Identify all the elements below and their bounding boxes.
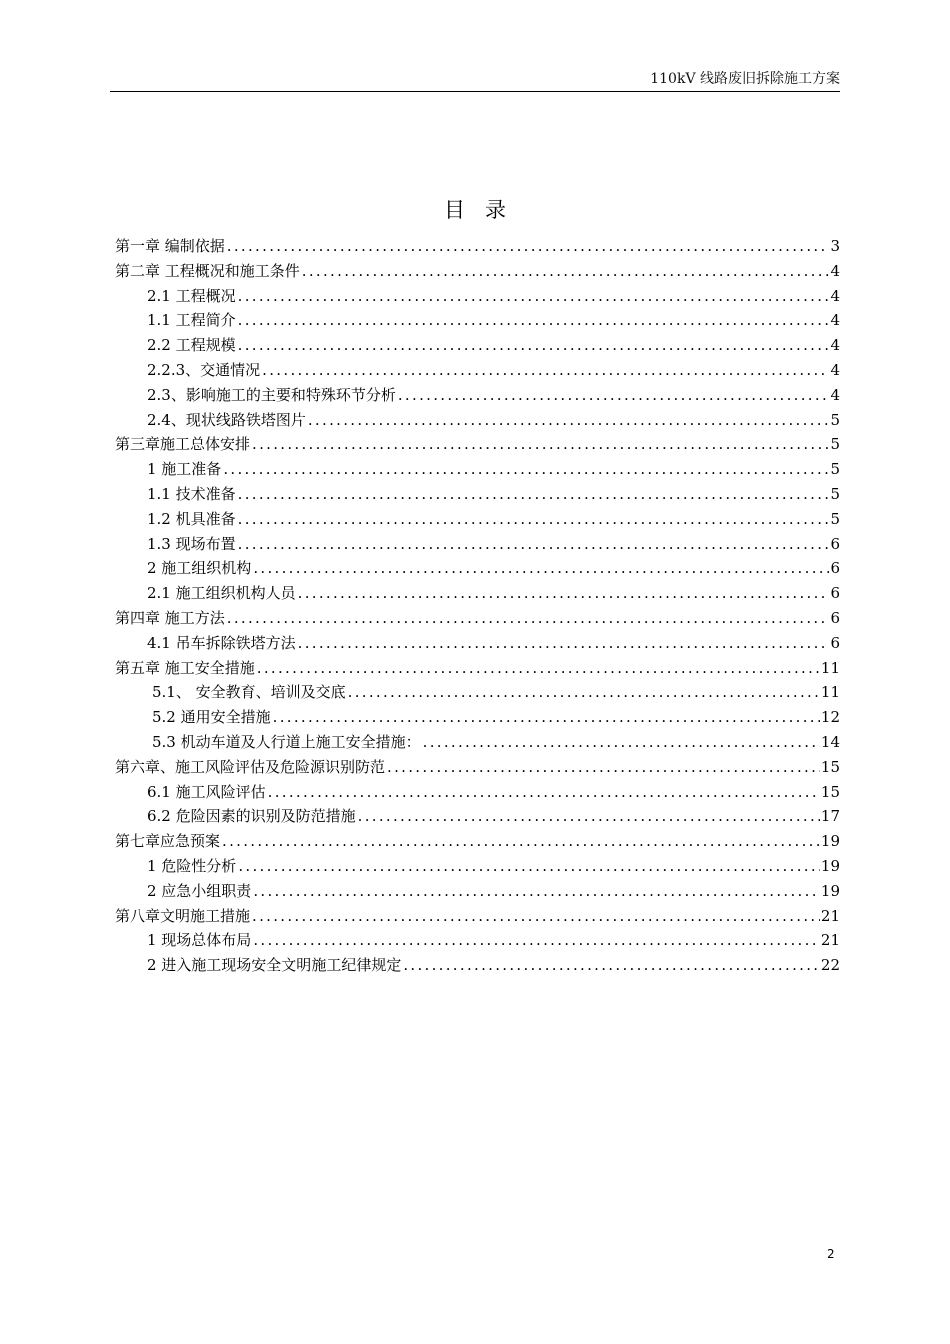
toc-leader-dots — [296, 631, 830, 656]
toc-entry-page: 4 — [830, 385, 840, 404]
toc-entry[interactable] — [115, 556, 840, 581]
toc-entry-label: 2.2 工程规模 — [147, 336, 236, 355]
toc-entry-page: 6 — [830, 534, 840, 553]
toc-title: 目录 — [444, 198, 526, 222]
toc-entry-page: 5 — [830, 460, 840, 479]
toc-entry-label: 5.2 通用安全措施 — [152, 708, 271, 727]
toc-entry-page: 22 — [820, 956, 840, 975]
toc-entry-label: 6.1 施工风险评估 — [147, 782, 266, 801]
toc-entry-page: 11 — [820, 683, 840, 702]
toc-leader-dots — [346, 680, 820, 705]
toc-entry-page: 6 — [830, 559, 840, 578]
toc-entry-page: 21 — [820, 906, 840, 925]
toc-leader-dots — [236, 854, 820, 879]
toc-leader-dots — [271, 705, 820, 730]
toc-entry[interactable] — [115, 606, 840, 631]
toc-entry-page: 14 — [820, 732, 840, 751]
toc-entry-label: 2 施工组织机构 — [147, 559, 252, 578]
toc-entry-label: 第一章 编制依据 — [115, 237, 225, 255]
toc-entry-label: 1.1 工程简介 — [147, 311, 236, 330]
toc-entry[interactable] — [115, 780, 840, 805]
toc-entry-page: 17 — [820, 807, 840, 826]
toc-entry[interactable] — [115, 680, 840, 705]
toc-entry-label: 1.2 机具准备 — [147, 509, 236, 528]
toc-entry[interactable] — [115, 804, 840, 829]
toc-entry[interactable] — [115, 482, 840, 507]
toc-entry-page: 15 — [820, 757, 840, 776]
page-number: 2 — [827, 1247, 835, 1261]
toc-entry[interactable] — [115, 755, 840, 780]
toc-entry-page: 3 — [830, 237, 840, 255]
toc-entry[interactable] — [115, 234, 840, 259]
toc-entry-page: 5 — [830, 410, 840, 429]
toc-entry-label: 第六章、施工风险评估及危险源识别防范 — [115, 757, 386, 776]
toc-leader-dots — [251, 879, 820, 904]
toc-entry-page: 4 — [830, 261, 840, 280]
toc-leader-dots — [266, 780, 820, 805]
toc-entry[interactable] — [115, 259, 840, 284]
toc-entry-label: 2.1 施工组织机构人员 — [147, 584, 296, 603]
toc-entry-page: 4 — [830, 336, 840, 355]
toc-entry-label: 第二章 工程概况和施工条件 — [115, 261, 300, 280]
toc-entry-page: 19 — [820, 832, 840, 851]
toc-entry[interactable] — [115, 383, 840, 408]
toc-leader-dots — [251, 928, 820, 953]
toc-entry-label: 1.1 技术准备 — [147, 484, 236, 503]
toc-entry[interactable] — [115, 581, 840, 606]
toc-leader-dots — [236, 333, 830, 358]
toc-entry-label: 1 危险性分析 — [147, 856, 237, 875]
toc-entry[interactable] — [115, 457, 840, 482]
toc-leader-dots — [396, 383, 830, 408]
toc-entry[interactable] — [115, 928, 840, 953]
toc-leader-dots — [251, 556, 829, 581]
toc-entry-page: 6 — [830, 608, 840, 627]
toc-leader-dots — [385, 755, 820, 780]
toc-entry[interactable] — [115, 507, 840, 532]
toc-entry[interactable] — [115, 705, 840, 730]
toc-entry[interactable] — [115, 333, 840, 358]
toc-entry-page: 6 — [830, 633, 840, 652]
toc-entry-page: 21 — [820, 931, 840, 950]
toc-entry-label: 第五章 施工安全措施 — [115, 658, 255, 677]
toc-leader-dots — [236, 308, 830, 333]
toc-entry-label: 4.1 吊车拆除铁塔方法 — [147, 633, 296, 652]
toc-entry-label: 5.3 机动车道及人行道上施工安全措施： — [152, 732, 421, 751]
toc-entry[interactable] — [115, 358, 840, 383]
running-header — [110, 68, 840, 92]
toc-entry-label: 1.3 现场布置 — [147, 534, 236, 553]
toc-entry-page: 4 — [830, 311, 840, 330]
toc-leader-dots — [401, 953, 820, 978]
toc-entry-page: 15 — [820, 782, 840, 801]
table-of-contents — [115, 234, 840, 978]
toc-entry[interactable] — [115, 730, 840, 755]
toc-entry[interactable] — [115, 408, 840, 433]
toc-entry-label: 6.2 危险因素的识别及防范措施 — [147, 807, 356, 826]
toc-entry-page: 19 — [820, 856, 840, 875]
toc-entry[interactable] — [115, 656, 840, 681]
toc-entry-label: 2.3、影响施工的主要和特殊环节分析 — [147, 385, 396, 404]
toc-leader-dots — [236, 532, 830, 557]
toc-entry-page: 5 — [830, 435, 840, 454]
toc-entry-page: 12 — [820, 708, 840, 727]
toc-entry[interactable] — [115, 432, 840, 457]
toc-entry[interactable] — [115, 953, 840, 978]
toc-leader-dots — [236, 284, 830, 309]
toc-entry[interactable] — [115, 829, 840, 854]
toc-entry-page: 4 — [830, 360, 840, 379]
toc-leader-dots — [255, 656, 820, 681]
toc-entry-page: 6 — [830, 584, 840, 603]
toc-entry[interactable] — [115, 308, 840, 333]
toc-entry[interactable] — [115, 879, 840, 904]
toc-entry-label: 2 应急小组职责 — [147, 881, 252, 900]
toc-entry[interactable] — [115, 854, 840, 879]
toc-leader-dots — [225, 234, 830, 259]
toc-leader-dots — [306, 408, 830, 433]
toc-entry-label: 第四章 施工方法 — [115, 608, 225, 627]
toc-leader-dots — [356, 804, 820, 829]
toc-leader-dots — [236, 507, 830, 532]
toc-leader-dots — [250, 904, 820, 929]
toc-entry-page: 5 — [830, 484, 840, 503]
toc-leader-dots — [300, 259, 830, 284]
toc-entry-label: 1 现场总体布局 — [147, 931, 252, 950]
toc-entry[interactable] — [115, 284, 840, 309]
toc-entry-label: 2 进入施工现场安全文明施工纪律规定 — [147, 956, 402, 975]
toc-entry-label: 1 施工准备 — [147, 460, 222, 479]
toc-leader-dots — [221, 457, 829, 482]
toc-entry[interactable] — [115, 532, 840, 557]
toc-entry-label: 2.1 工程概况 — [147, 286, 236, 305]
toc-entry[interactable] — [115, 631, 840, 656]
toc-entry-label: 第七章应急预案 — [115, 832, 221, 851]
toc-entry-label: 第八章文明施工措施 — [115, 906, 251, 925]
toc-leader-dots — [236, 482, 830, 507]
header-title: 110kV 线路废旧拆除施工方案 — [650, 71, 840, 87]
toc-leader-dots — [220, 829, 820, 854]
toc-leader-dots — [260, 358, 829, 383]
toc-leader-dots — [296, 581, 830, 606]
toc-entry-label: 第三章施工总体安排 — [115, 435, 251, 454]
toc-entry-label: 5.1、 安全教育、培训及交底 — [152, 683, 346, 702]
toc-entry[interactable] — [115, 904, 840, 929]
toc-leader-dots — [421, 730, 820, 755]
toc-entry-page: 5 — [830, 509, 840, 528]
toc-entry-page: 4 — [830, 286, 840, 305]
toc-entry-label: 2.2.3、交通情况 — [147, 360, 261, 379]
toc-entry-page: 19 — [820, 881, 840, 900]
toc-leader-dots — [225, 606, 830, 631]
toc-entry-label: 2.4、现状线路铁塔图片 — [147, 410, 306, 429]
toc-entry-page: 11 — [820, 658, 840, 677]
toc-leader-dots — [250, 432, 829, 457]
